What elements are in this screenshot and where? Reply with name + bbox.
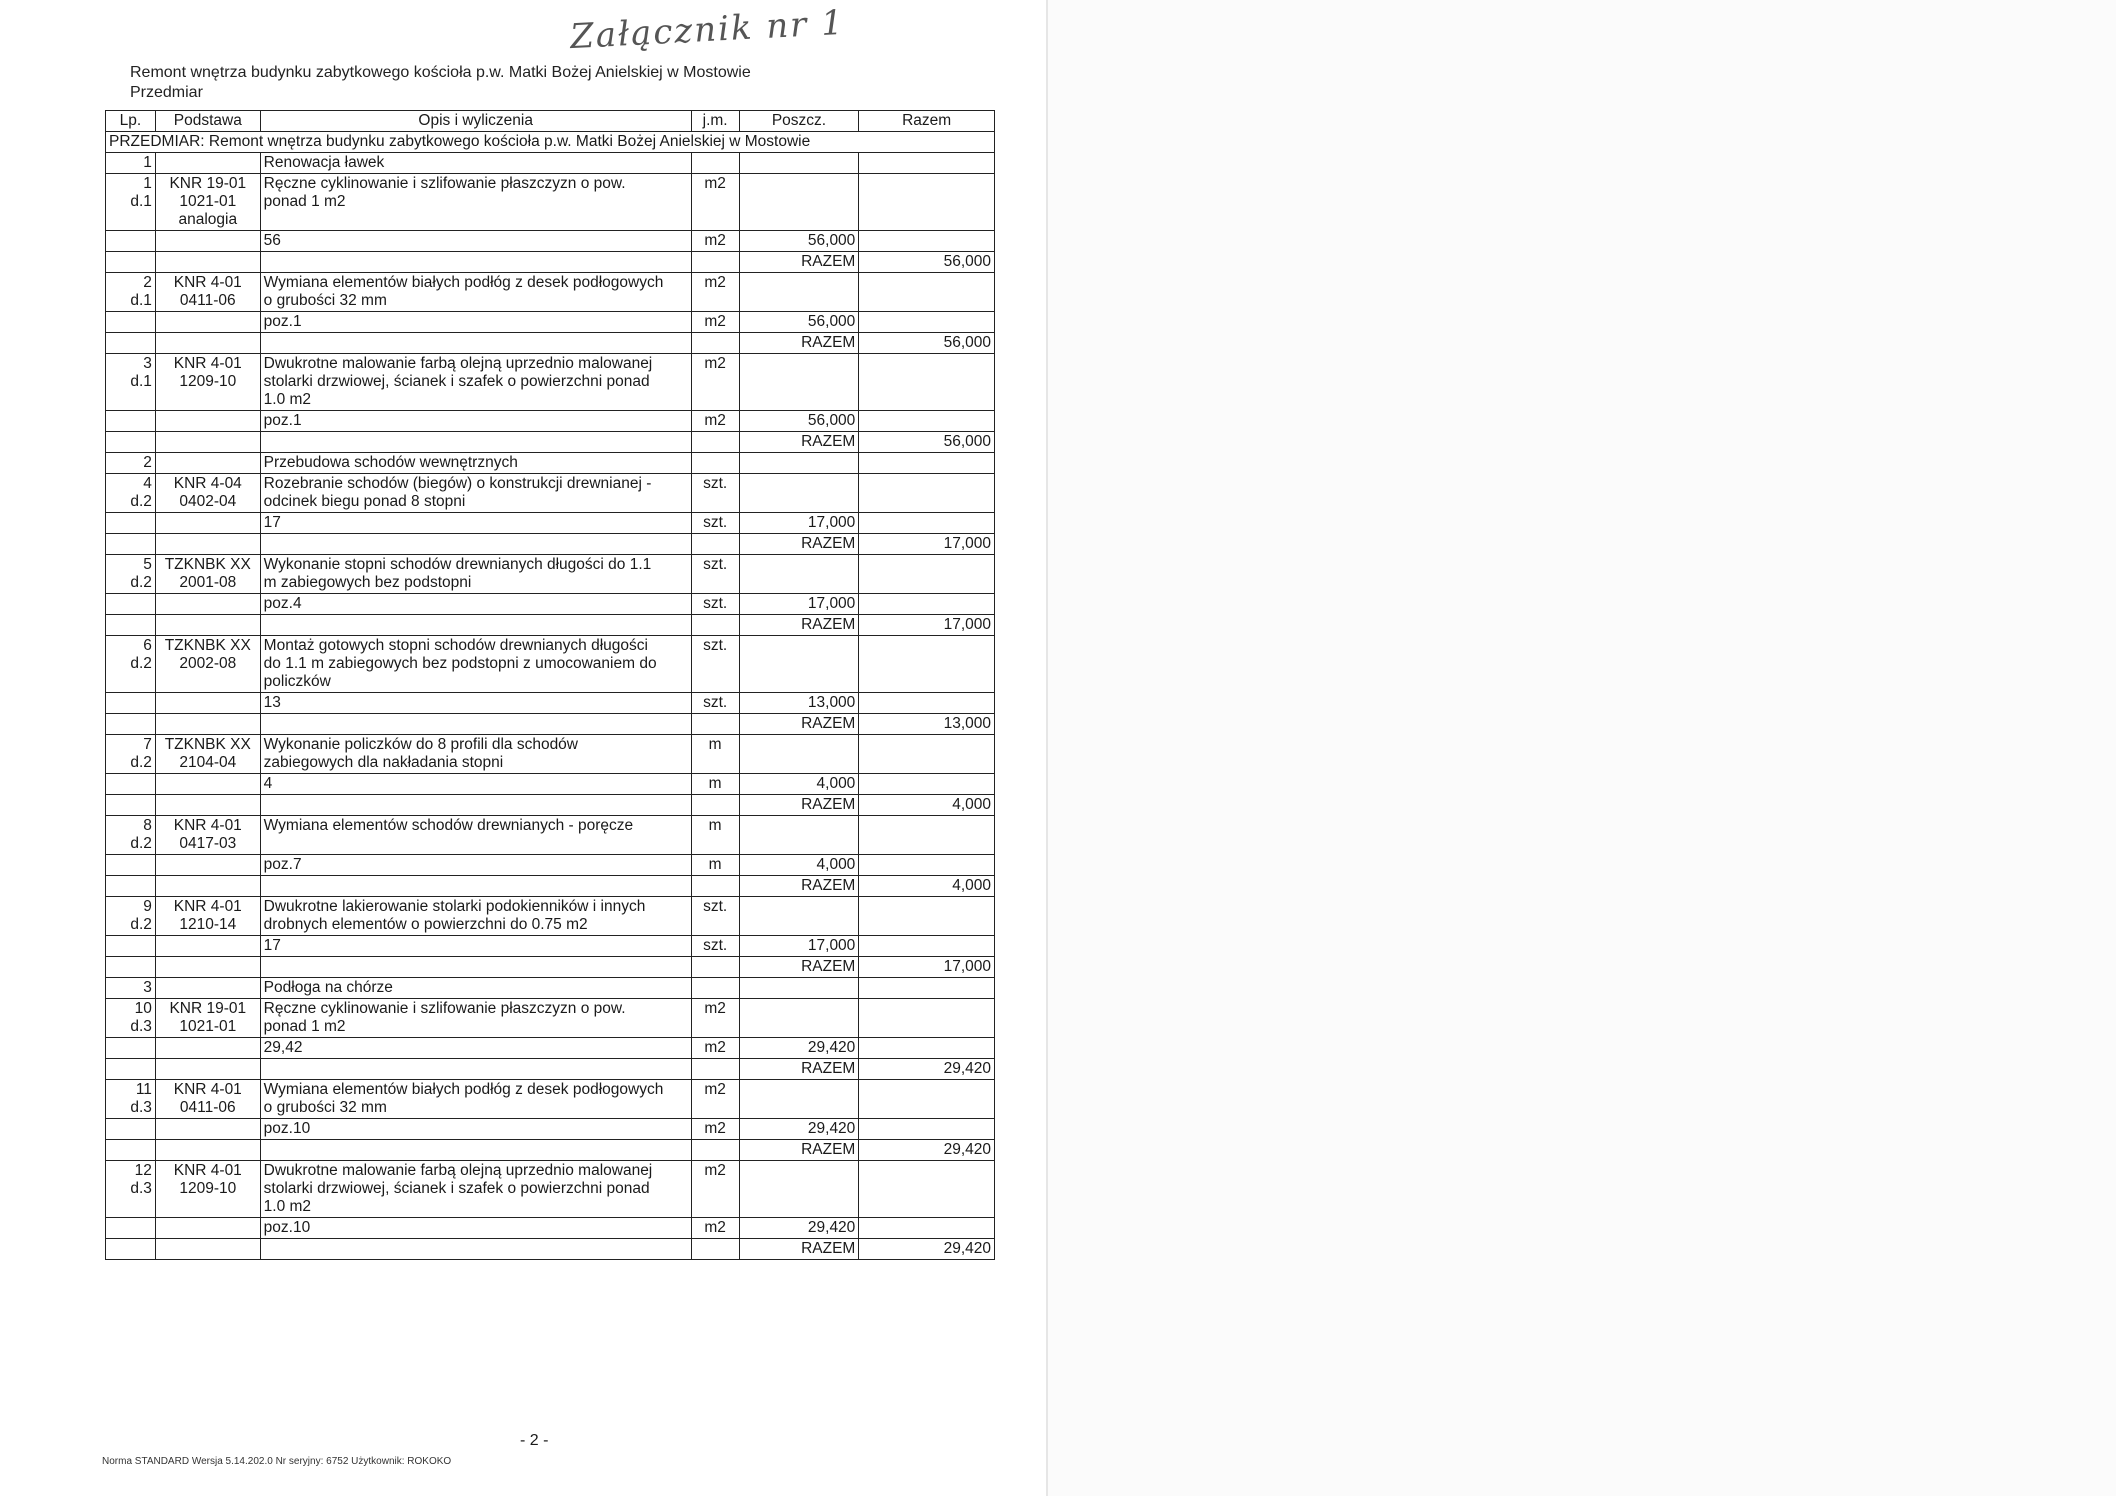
cell-podstawa xyxy=(156,231,261,251)
cell-opis: Podłoga na chórze xyxy=(261,978,692,998)
cell-lp: 4 d.2 xyxy=(106,474,156,512)
cell-lp xyxy=(106,1140,156,1160)
cell-poszcz xyxy=(740,636,860,692)
position-row xyxy=(105,1161,995,1218)
cell-opis: Dwukrotne malowanie farbą olejną uprzednio malowanej stolarki drzwiowej, ścianek i szafek o powierzchni ponad 1.0 m2 xyxy=(261,1161,692,1217)
cell-lp xyxy=(106,432,156,452)
cell-poszcz: 29,420 xyxy=(740,1218,860,1238)
table-header-row xyxy=(105,110,995,132)
cell-podstawa xyxy=(156,1218,261,1238)
cell-razem xyxy=(859,636,994,692)
calc-row xyxy=(105,693,995,714)
cell-lp xyxy=(106,411,156,431)
cell-poszcz xyxy=(740,999,860,1037)
cell-poszcz: RAZEM xyxy=(740,1140,860,1160)
cell-opis: Dwukrotne malowanie farbą olejną uprzednio malowanej stolarki drzwiowej, ścianek i szafek o powierzchni ponad 1.0 m2 xyxy=(261,354,692,410)
calc-row xyxy=(105,411,995,432)
cell-podstawa xyxy=(156,1038,261,1058)
cell-podstawa: KNR 4-01 0411-06 xyxy=(156,273,261,311)
cell-poszcz: RAZEM xyxy=(740,534,860,554)
cell-poszcz: RAZEM xyxy=(740,957,860,977)
cell-podstawa xyxy=(156,1140,261,1160)
cell-jm: m2 xyxy=(692,174,740,230)
col-header-poszcz: Poszcz. xyxy=(740,111,860,131)
cell-poszcz: RAZEM xyxy=(740,1239,860,1259)
cell-opis: poz.1 xyxy=(261,312,692,332)
calc-row xyxy=(105,1038,995,1059)
cell-poszcz xyxy=(740,735,860,773)
cell-jm: m2 xyxy=(692,999,740,1037)
cell-opis: poz.10 xyxy=(261,1218,692,1238)
cell-razem: 56,000 xyxy=(943,253,992,270)
cell-opis: 56 xyxy=(261,231,692,251)
cell-poszcz: RAZEM xyxy=(740,615,860,635)
cell-poszcz xyxy=(740,1080,860,1118)
cell-opis xyxy=(261,1239,692,1259)
cell-opis: Wykonanie stopni schodów drewnianych długości do 1.1 m zabiegowych bez podstopni xyxy=(261,555,692,593)
cell-podstawa xyxy=(156,936,261,956)
cell-opis xyxy=(261,333,692,353)
cell-opis xyxy=(261,615,692,635)
calc-row xyxy=(105,231,995,252)
calc-row xyxy=(105,774,995,795)
cell-poszcz: 13,000 xyxy=(740,693,860,713)
software-footer: Norma STANDARD Wersja 5.14.202.0 Nr seryjny: 6752 Użytkownik: ROKOKO xyxy=(102,1456,452,1467)
cell-poszcz xyxy=(740,474,860,512)
position-row xyxy=(105,735,995,774)
section-row xyxy=(105,978,995,999)
cell-lp xyxy=(106,594,156,614)
cell-lp xyxy=(106,936,156,956)
cell-lp: 2 xyxy=(106,453,156,473)
cell-poszcz xyxy=(740,978,860,998)
cell-opis: Rozebranie schodów (biegów) o konstrukcji drewnianej - odcinek biegu ponad 8 stopni xyxy=(261,474,692,512)
cell-podstawa: KNR 4-01 1210-14 xyxy=(156,897,261,935)
handwritten-annotation: Załącznik nr 1 xyxy=(569,2,846,58)
cell-jm: m xyxy=(692,735,740,773)
cell-razem xyxy=(859,735,994,773)
cell-podstawa xyxy=(156,1059,261,1079)
cell-jm xyxy=(692,978,740,998)
cell-razem xyxy=(859,936,994,956)
cell-razem xyxy=(859,1080,994,1118)
summary-row xyxy=(105,957,995,978)
cell-opis: Renowacja ławek xyxy=(261,153,692,173)
cell-jm xyxy=(692,432,740,452)
position-row xyxy=(105,174,995,231)
cell-poszcz xyxy=(740,1161,860,1217)
cell-lp: 10 d.3 xyxy=(106,999,156,1037)
cell-poszcz xyxy=(740,816,860,854)
cell-opis: poz.7 xyxy=(261,855,692,875)
cell-poszcz: 56,000 xyxy=(740,411,860,431)
cell-poszcz: 17,000 xyxy=(740,513,860,533)
cell-jm: m2 xyxy=(692,1080,740,1118)
cell-opis: Montaż gotowych stopni schodów drewnianych długości do 1.1 m zabiegowych bez podstopni z umocowaniem do policzków xyxy=(261,636,692,692)
cell-lp xyxy=(106,1059,156,1079)
cell-razem xyxy=(859,816,994,854)
cell-opis xyxy=(261,1140,692,1160)
cell-poszcz: RAZEM xyxy=(740,432,860,452)
cell-jm xyxy=(692,333,740,353)
cell-razem xyxy=(859,273,994,311)
summary-row xyxy=(105,1239,995,1260)
table-banner-row xyxy=(105,132,995,153)
cell-lp xyxy=(106,1038,156,1058)
cell-jm xyxy=(692,876,740,896)
cell-poszcz: RAZEM xyxy=(740,876,860,896)
cell-podstawa xyxy=(156,252,261,272)
cell-podstawa xyxy=(156,1119,261,1139)
cell-lp xyxy=(106,876,156,896)
calc-row xyxy=(105,594,995,615)
cell-podstawa xyxy=(156,855,261,875)
cell-poszcz xyxy=(740,555,860,593)
cell-razem: 17,000 xyxy=(943,616,992,633)
cell-podstawa: TZKNBK XX 2104-04 xyxy=(156,735,261,773)
cell-razem xyxy=(859,594,994,614)
cell-podstawa xyxy=(156,534,261,554)
cell-razem xyxy=(859,1119,994,1139)
summary-row xyxy=(105,534,995,555)
table-banner: PRZEDMIAR: Remont wnętrza budynku zabytkowego kościoła p.w. Matki Bożej Anielskiej w Mostowie xyxy=(109,133,811,150)
cell-opis: 17 xyxy=(261,513,692,533)
cell-jm: m xyxy=(692,855,740,875)
cell-jm: m2 xyxy=(692,354,740,410)
col-header-lp: Lp. xyxy=(106,111,156,131)
cell-lp: 9 d.2 xyxy=(106,897,156,935)
cell-razem xyxy=(859,513,994,533)
table-body xyxy=(105,153,995,1260)
cell-poszcz: 4,000 xyxy=(740,855,860,875)
cell-opis: Ręczne cyklinowanie i szlifowanie płaszczyzn o pow. ponad 1 m2 xyxy=(261,999,692,1037)
cell-poszcz xyxy=(740,897,860,935)
cell-poszcz xyxy=(740,153,860,173)
cell-opis xyxy=(261,534,692,554)
cell-podstawa: KNR 4-01 1209-10 xyxy=(156,354,261,410)
calc-row xyxy=(105,312,995,333)
position-row xyxy=(105,636,995,693)
cell-poszcz xyxy=(740,174,860,230)
cell-lp: 11 d.3 xyxy=(106,1080,156,1118)
cell-opis xyxy=(261,714,692,734)
cell-podstawa: TZKNBK XX 2001-08 xyxy=(156,555,261,593)
cell-podstawa xyxy=(156,312,261,332)
cell-jm xyxy=(692,1140,740,1160)
cell-lp xyxy=(106,1218,156,1238)
cell-podstawa xyxy=(156,693,261,713)
cell-poszcz xyxy=(740,273,860,311)
cell-podstawa xyxy=(156,432,261,452)
cell-razem xyxy=(859,897,994,935)
cell-jm xyxy=(692,252,740,272)
cell-jm xyxy=(692,615,740,635)
cell-razem: 56,000 xyxy=(943,433,992,450)
cell-opis xyxy=(261,432,692,452)
cell-poszcz: RAZEM xyxy=(740,795,860,815)
cell-poszcz: 56,000 xyxy=(740,312,860,332)
cell-jm xyxy=(692,714,740,734)
col-header-jm: j.m. xyxy=(692,111,740,131)
cell-lp xyxy=(106,615,156,635)
cell-jm: szt. xyxy=(692,936,740,956)
cell-razem xyxy=(859,774,994,794)
cell-podstawa xyxy=(156,615,261,635)
calc-row xyxy=(105,513,995,534)
cell-poszcz: 29,420 xyxy=(740,1119,860,1139)
cell-lp xyxy=(106,252,156,272)
cell-poszcz: 17,000 xyxy=(740,936,860,956)
summary-row xyxy=(105,252,995,273)
cell-jm: szt. xyxy=(692,636,740,692)
cell-razem: 29,420 xyxy=(943,1060,992,1077)
cell-lp xyxy=(106,231,156,251)
cell-jm: szt. xyxy=(692,897,740,935)
cell-podstawa: KNR 4-04 0402-04 xyxy=(156,474,261,512)
calc-row xyxy=(105,1119,995,1140)
cell-lp xyxy=(106,534,156,554)
cell-jm: szt. xyxy=(692,513,740,533)
cell-jm: m2 xyxy=(692,231,740,251)
cell-jm: m2 xyxy=(692,1038,740,1058)
calc-row xyxy=(105,936,995,957)
position-row xyxy=(105,555,995,594)
cell-razem: 13,000 xyxy=(943,715,992,732)
cell-razem xyxy=(859,174,994,230)
cell-poszcz: 29,420 xyxy=(740,1038,860,1058)
cell-razem xyxy=(859,999,994,1037)
cell-jm: m2 xyxy=(692,273,740,311)
summary-row xyxy=(105,795,995,816)
section-row xyxy=(105,453,995,474)
cell-podstawa xyxy=(156,774,261,794)
position-row xyxy=(105,474,995,513)
position-row xyxy=(105,897,995,936)
cell-podstawa xyxy=(156,795,261,815)
summary-row xyxy=(105,333,995,354)
cell-razem xyxy=(859,693,994,713)
summary-row xyxy=(105,714,995,735)
cell-lp xyxy=(106,312,156,332)
cell-poszcz xyxy=(740,354,860,410)
cell-podstawa xyxy=(156,714,261,734)
cell-opis: poz.4 xyxy=(261,594,692,614)
cell-razem xyxy=(859,978,994,998)
cell-podstawa xyxy=(156,957,261,977)
cell-opis: poz.1 xyxy=(261,411,692,431)
cell-jm: m2 xyxy=(692,1218,740,1238)
cell-lp: 1 xyxy=(106,153,156,173)
cell-opis: Dwukrotne lakierowanie stolarki podokienników i innych drobnych elementów o powierzchni do 0.75 m2 xyxy=(261,897,692,935)
cell-razem: 56,000 xyxy=(943,334,992,351)
summary-row xyxy=(105,615,995,636)
cell-opis: poz.10 xyxy=(261,1119,692,1139)
cell-lp xyxy=(106,333,156,353)
cell-opis xyxy=(261,876,692,896)
col-header-opis: Opis i wyliczenia xyxy=(261,111,692,131)
cell-razem xyxy=(859,474,994,512)
cell-lp: 6 d.2 xyxy=(106,636,156,692)
cell-jm: m xyxy=(692,816,740,854)
cell-podstawa xyxy=(156,333,261,353)
cell-opis: Wymiana elementów białych podłóg z desek podłogowych o grubości 32 mm xyxy=(261,273,692,311)
position-row xyxy=(105,816,995,855)
cell-podstawa xyxy=(156,978,261,998)
cell-podstawa xyxy=(156,513,261,533)
cell-opis: Wykonanie policzków do 8 profili dla schodów zabiegowych dla nakładania stopni xyxy=(261,735,692,773)
cell-podstawa xyxy=(156,594,261,614)
cell-podstawa: KNR 4-01 0417-03 xyxy=(156,816,261,854)
document-subtitle: Przedmiar xyxy=(130,84,203,101)
cell-razem xyxy=(859,1038,994,1058)
col-header-razem: Razem xyxy=(902,112,952,129)
cell-razem xyxy=(859,312,994,332)
cell-opis: Przebudowa schodów wewnętrznych xyxy=(261,453,692,473)
cell-opis: Wymiana elementów białych podłóg z desek podłogowych o grubości 32 mm xyxy=(261,1080,692,1118)
position-row xyxy=(105,354,995,411)
cell-razem: 17,000 xyxy=(943,535,992,552)
cell-poszcz: 4,000 xyxy=(740,774,860,794)
cell-razem xyxy=(859,411,994,431)
cell-jm: m2 xyxy=(692,1161,740,1217)
page-number: - 2 - xyxy=(520,1432,549,1449)
cell-lp: 7 d.2 xyxy=(106,735,156,773)
cell-lp xyxy=(106,693,156,713)
cell-lp xyxy=(106,774,156,794)
cell-jm: m2 xyxy=(692,1119,740,1139)
cell-razem xyxy=(859,1218,994,1238)
cell-jm xyxy=(692,795,740,815)
cell-lp xyxy=(106,714,156,734)
cell-opis: 17 xyxy=(261,936,692,956)
cell-jm: szt. xyxy=(692,555,740,593)
cell-razem xyxy=(859,1161,994,1217)
cell-lp xyxy=(106,513,156,533)
position-row xyxy=(105,999,995,1038)
cell-podstawa xyxy=(156,453,261,473)
cell-podstawa: KNR 19-01 1021-01 analogia xyxy=(156,174,261,230)
cell-lp xyxy=(106,1119,156,1139)
cell-razem: 4,000 xyxy=(952,877,992,894)
calc-row xyxy=(105,855,995,876)
summary-row xyxy=(105,1140,995,1161)
cell-lp: 2 d.1 xyxy=(106,273,156,311)
position-row xyxy=(105,273,995,312)
cell-opis: 29,42 xyxy=(261,1038,692,1058)
cell-jm xyxy=(692,1059,740,1079)
cell-lp: 5 d.2 xyxy=(106,555,156,593)
cell-razem xyxy=(859,453,994,473)
cell-lp: 1 d.1 xyxy=(106,174,156,230)
cell-razem: 29,420 xyxy=(943,1240,992,1257)
cell-opis: Wymiana elementów schodów drewnianych - poręcze xyxy=(261,816,692,854)
cell-razem xyxy=(859,354,994,410)
cell-podstawa: KNR 4-01 0411-06 xyxy=(156,1080,261,1118)
cell-jm xyxy=(692,957,740,977)
cell-opis xyxy=(261,252,692,272)
cell-jm xyxy=(692,1239,740,1259)
cell-podstawa xyxy=(156,411,261,431)
position-row xyxy=(105,1080,995,1119)
blank-right-page xyxy=(1046,0,2116,1496)
cell-jm xyxy=(692,534,740,554)
cell-jm xyxy=(692,453,740,473)
document-title: Remont wnętrza budynku zabytkowego kościoła p.w. Matki Bożej Anielskiej w Mostowie xyxy=(130,64,751,81)
cell-lp: 8 d.2 xyxy=(106,816,156,854)
cell-jm: m2 xyxy=(692,312,740,332)
cell-razem xyxy=(859,555,994,593)
cell-razem: 17,000 xyxy=(943,958,992,975)
cell-podstawa xyxy=(156,876,261,896)
cell-opis: Ręczne cyklinowanie i szlifowanie płaszczyzn o pow. ponad 1 m2 xyxy=(261,174,692,230)
cell-poszcz: RAZEM xyxy=(740,1059,860,1079)
cell-podstawa: TZKNBK XX 2002-08 xyxy=(156,636,261,692)
col-header-podstawa: Podstawa xyxy=(156,111,261,131)
cell-razem xyxy=(859,231,994,251)
summary-row xyxy=(105,432,995,453)
cell-opis xyxy=(261,795,692,815)
cell-razem xyxy=(859,855,994,875)
cell-razem xyxy=(859,153,994,173)
cell-poszcz: RAZEM xyxy=(740,333,860,353)
cell-podstawa: KNR 19-01 1021-01 xyxy=(156,999,261,1037)
cell-razem: 29,420 xyxy=(943,1141,992,1158)
cell-opis: 13 xyxy=(261,693,692,713)
cell-podstawa xyxy=(156,1239,261,1259)
section-row xyxy=(105,153,995,174)
cell-lp: 12 d.3 xyxy=(106,1161,156,1217)
cell-jm: szt. xyxy=(692,594,740,614)
cell-poszcz: 56,000 xyxy=(740,231,860,251)
cell-opis: 4 xyxy=(261,774,692,794)
cell-jm xyxy=(692,153,740,173)
cell-jm: szt. xyxy=(692,693,740,713)
cell-jm: szt. xyxy=(692,474,740,512)
cell-poszcz: 17,000 xyxy=(740,594,860,614)
cell-podstawa: KNR 4-01 1209-10 xyxy=(156,1161,261,1217)
cell-lp: 3 xyxy=(106,978,156,998)
cell-lp xyxy=(106,855,156,875)
cell-lp: 3 d.1 xyxy=(106,354,156,410)
cell-lp xyxy=(106,795,156,815)
summary-row xyxy=(105,1059,995,1080)
cell-poszcz: RAZEM xyxy=(740,714,860,734)
cell-jm: m xyxy=(692,774,740,794)
estimate-table xyxy=(105,110,995,1260)
cell-jm: m2 xyxy=(692,411,740,431)
calc-row xyxy=(105,1218,995,1239)
summary-row xyxy=(105,876,995,897)
cell-podstawa xyxy=(156,153,261,173)
cell-lp xyxy=(106,957,156,977)
cell-opis xyxy=(261,1059,692,1079)
cell-opis xyxy=(261,957,692,977)
cell-razem: 4,000 xyxy=(952,796,992,813)
cell-poszcz: RAZEM xyxy=(740,252,860,272)
cell-lp xyxy=(106,1239,156,1259)
cell-poszcz xyxy=(740,453,860,473)
